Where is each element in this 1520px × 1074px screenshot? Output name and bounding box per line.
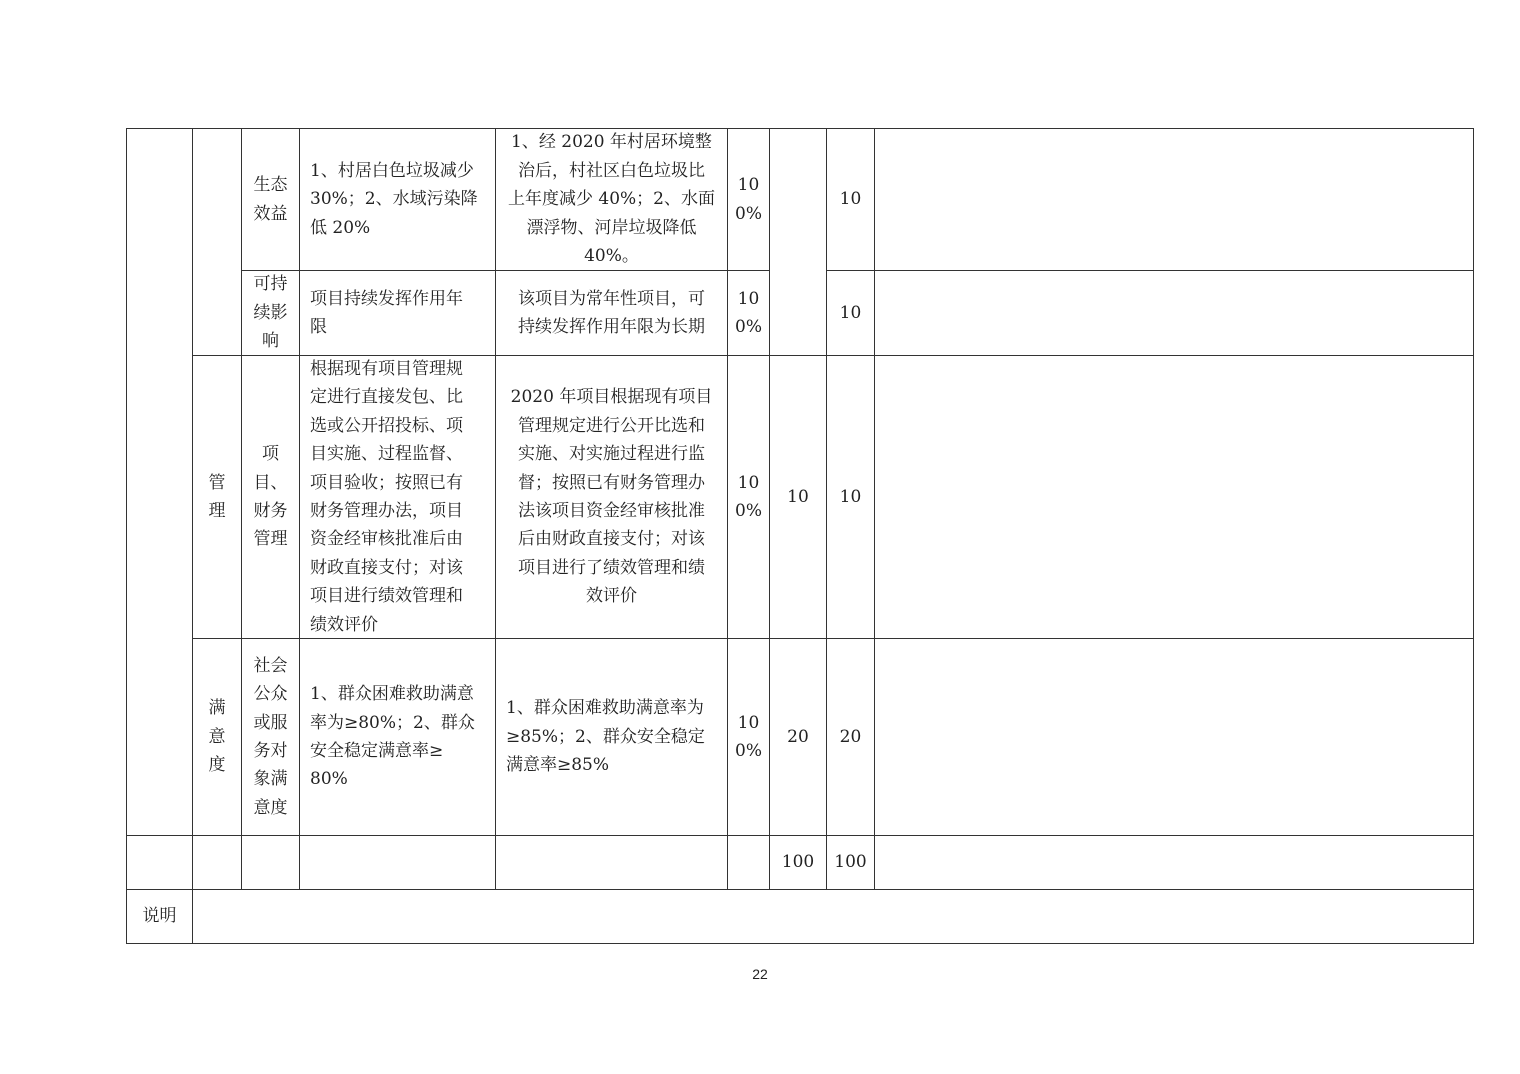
notes-label: 说明 bbox=[142, 906, 177, 927]
total-score-cell: 100 bbox=[834, 852, 867, 873]
weight-cell: 10 bbox=[787, 486, 809, 507]
indicator-cell: 社会 公众 或服 务对 象满 意度 bbox=[253, 655, 288, 818]
completion-rate-cell: 10 0% bbox=[735, 175, 762, 224]
score-cell: 10 bbox=[839, 486, 862, 507]
row-divider bbox=[826, 270, 1474, 271]
completion-rate-cell: 10 0% bbox=[735, 712, 762, 761]
target-cell: 根据现有项目管理规 定进行直接发包、比 选或公开招投标、项 目实施、过程监督、 项目验收；按照已有 财务管理办法，项目 资金经审核批准后由 财政直接支付；对该 项目进行绩效管理和 绩效评价 bbox=[310, 358, 463, 635]
completion-rate-cell: 10 0% bbox=[735, 288, 762, 337]
page-number: 22 bbox=[752, 966, 768, 982]
actual-cell: 1、群众困难救助满意率为 ≥85%；2、群众安全稳定 满意率≥85% bbox=[506, 698, 705, 776]
category-cell: 管 理 bbox=[208, 472, 226, 521]
indicator-cell: 可持 续影 响 bbox=[253, 274, 288, 352]
target-cell: 项目持续发挥作用年 限 bbox=[310, 288, 463, 337]
weight-cell: 20 bbox=[787, 726, 809, 747]
score-cell: 10 bbox=[839, 189, 862, 210]
actual-cell: 1、经 2020 年村居环境整 治后，村社区白色垃圾比 上年度减少 40%；2、水面 漂浮物、河岸垃圾降低 40%。 bbox=[507, 132, 715, 267]
score-cell: 20 bbox=[839, 726, 862, 747]
indicator-cell: 项 目、 财务 管理 bbox=[253, 444, 288, 550]
indicator-cell: 生态 效益 bbox=[253, 175, 288, 224]
actual-cell: 2020 年项目根据现有项目 管理规定进行公开比选和 实施、对实施过程进行监 督；按照已有财务管理办 法该项目资金经审核批准 后由财政直接支付；对该 项目进行了绩效管理和绩 效评价 bbox=[510, 387, 713, 607]
target-cell: 1、村居白色垃圾减少 30%；2、水域污染降 低 20% bbox=[310, 160, 478, 238]
score-cell: 10 bbox=[839, 302, 862, 323]
completion-rate-cell: 10 0% bbox=[735, 472, 762, 521]
total-weight-cell: 100 bbox=[781, 852, 815, 873]
row-divider bbox=[126, 889, 1474, 890]
target-cell: 1、群众困难救助满意 率为≥80%；2、群众 安全稳定满意率≥ 80% bbox=[310, 684, 475, 790]
category-cell: 满 意 度 bbox=[208, 698, 226, 776]
column-divider bbox=[874, 128, 875, 889]
actual-cell: 该项目为常年性项目，可 持续发挥作用年限为长期 bbox=[518, 288, 705, 337]
